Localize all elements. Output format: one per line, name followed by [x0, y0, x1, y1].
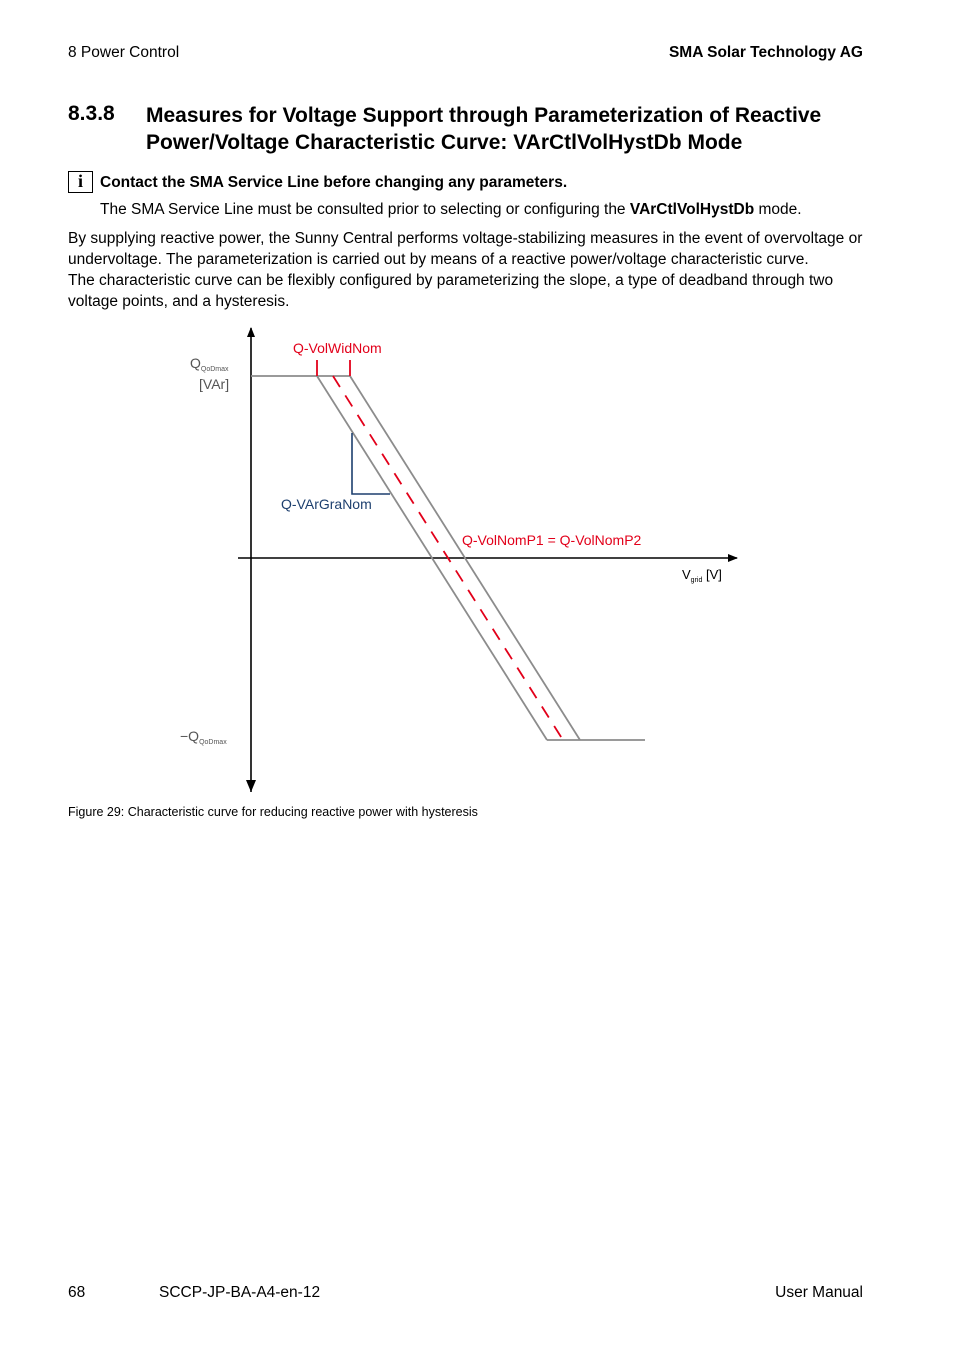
note-body-suffix: mode. [754, 201, 802, 218]
y-top-letter: Q [190, 355, 201, 371]
info-icon: i [68, 171, 93, 193]
footer-manual: User Manual [775, 1284, 863, 1301]
y-top-label [190, 355, 229, 373]
figure-caption: Figure 29: Characteristic curve for reducing reactive power with hysteresis [68, 805, 478, 819]
y-axis-arrowhead-bottom [246, 780, 256, 792]
section-number: 8.3.8 [68, 102, 115, 125]
note-heading: Contact the SMA Service Line before changing any parameters. [100, 174, 568, 191]
footer-doc-id: SCCP-JP-BA-A4-en-12 [159, 1284, 321, 1301]
header-company: SMA Solar Technology AG [668, 44, 863, 61]
label-nominal: Q-VolNomP1 = Q-VolNomP2 [462, 532, 642, 548]
y-bottom-label [180, 728, 227, 746]
label-width: Q-VolWidNom [293, 340, 382, 356]
x-axis-unit: [V] [702, 567, 722, 582]
note-body-mode: VArCtlVolHystDb [629, 201, 755, 218]
y-bottom-sub: QoDmax [199, 739, 227, 746]
y-bottom-letter: −Q [180, 728, 200, 744]
note-body-prefix: The SMA Service Line must be consulted prior to selecting or configuring the [100, 201, 630, 218]
x-axis-sub: grid [690, 577, 703, 584]
x-axis-letter: V [682, 567, 691, 582]
y-unit-label: [VAr] [199, 376, 230, 392]
y-top-sub: QoDmax [200, 366, 229, 373]
section-title: Measures for Voltage Support through Parameterization of Reactive Power/Voltage Characteristic Curve: VArCtlVolHystDb Mode [146, 104, 822, 154]
x-axis-label [682, 567, 722, 584]
header-chapter: 8 Power Control [68, 44, 180, 61]
footer-page-number: 68 [68, 1284, 86, 1301]
label-gradient: Q-VArGraNom [281, 496, 372, 512]
body-paragraph-2: The characteristic curve can be flexibly configured by parameterizing the slope, a type of deadband through two voltage points, and a hysteresis. [68, 272, 834, 310]
gradient-triangle [352, 433, 390, 494]
body-paragraph-1: By supplying reactive power, the Sunny Central performs voltage-stabilizing measures in the event of overvoltage or undervoltage. The parameterization is carried out by means of a reactive power/voltage characteristic curve. [68, 230, 863, 268]
